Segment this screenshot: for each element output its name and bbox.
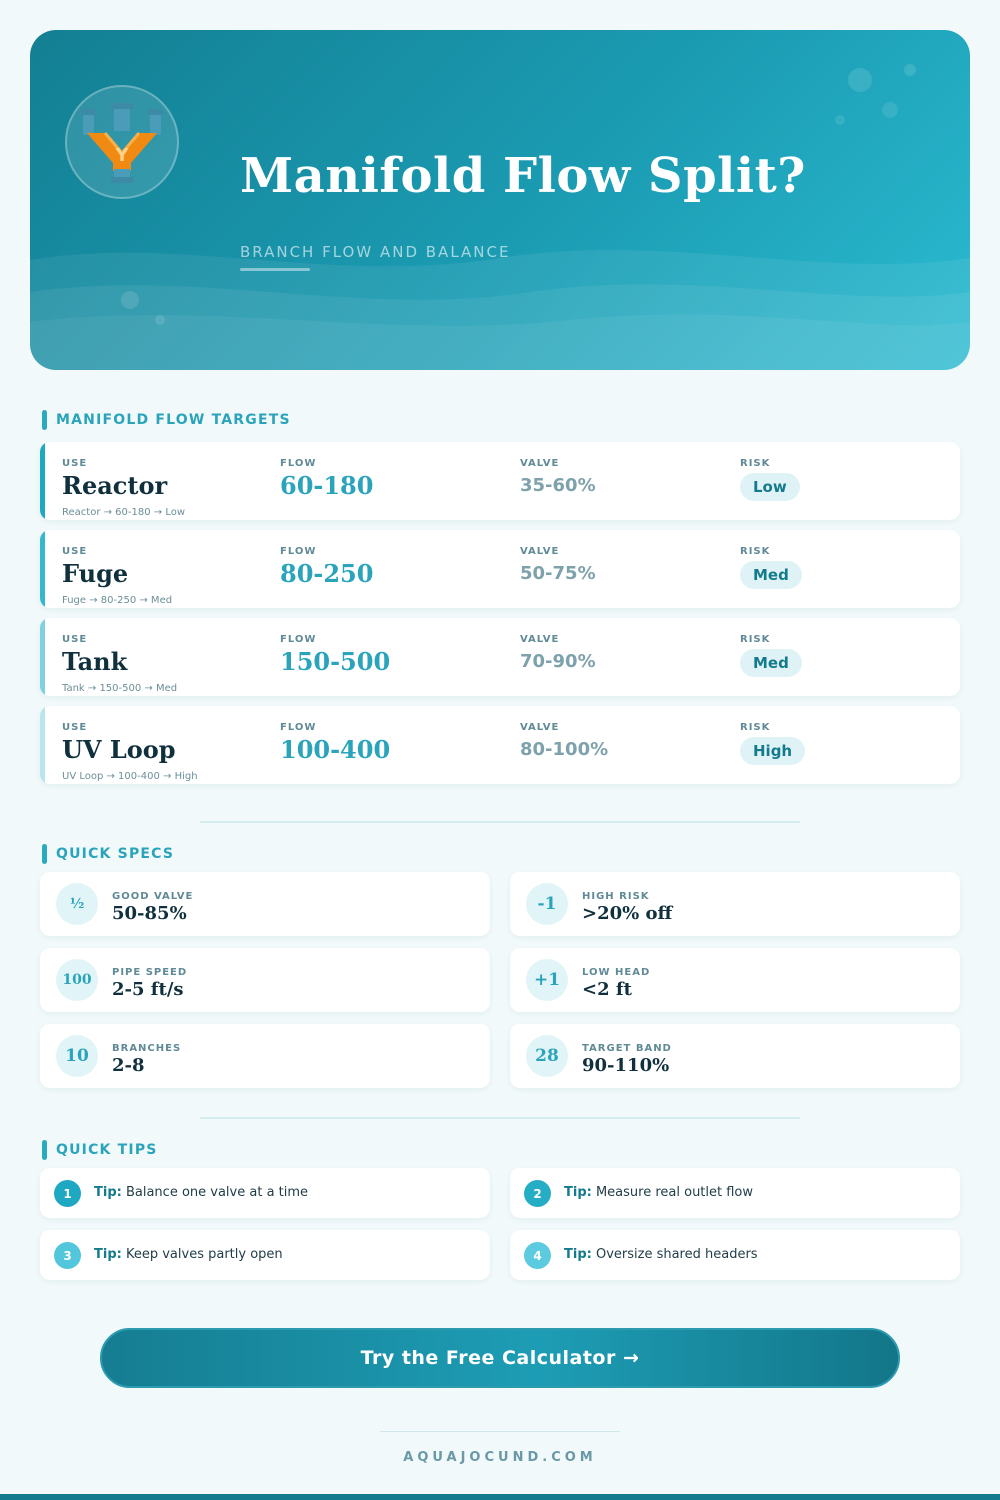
risk-badge: Low xyxy=(740,473,800,501)
subtitle-underline xyxy=(240,268,310,271)
valve-label: VALVE xyxy=(520,546,560,557)
flow-label: FLOW xyxy=(280,546,317,557)
row-accent xyxy=(40,442,45,520)
risk-label: RISK xyxy=(740,546,771,557)
risk-label: RISK xyxy=(740,634,771,645)
risk-label: RISK xyxy=(740,458,771,469)
flow-value: 60-180 xyxy=(280,471,374,500)
tip-card xyxy=(40,1168,490,1218)
flow-label: FLOW xyxy=(280,458,317,469)
row-summary: Fuge → 80-250 → Med xyxy=(62,595,173,606)
flow-target-row xyxy=(40,442,960,520)
row-summary: Tank → 150-500 → Med xyxy=(62,683,178,694)
spec-label: HIGH RISK xyxy=(582,891,650,902)
spec-label: PIPE SPEED xyxy=(112,967,188,978)
section-heading-text: QUICK TIPS xyxy=(56,1142,158,1158)
valve-value: 50-75% xyxy=(520,563,596,584)
specs-section-heading xyxy=(42,844,174,864)
row-accent xyxy=(40,706,45,784)
risk-badge: High xyxy=(740,737,805,765)
row-summary: Reactor → 60-180 → Low xyxy=(62,507,186,518)
spec-value: <2 ft xyxy=(582,979,632,1000)
spec-value: >20% off xyxy=(582,903,673,924)
spec-card xyxy=(40,1024,490,1088)
flow-value: 100-400 xyxy=(280,735,391,764)
tip-card xyxy=(40,1230,490,1280)
tip-prefix: Tip: xyxy=(564,1185,592,1200)
tip-card xyxy=(510,1230,960,1280)
flow-target-row xyxy=(40,530,960,608)
use-value: Tank xyxy=(62,647,128,676)
section-divider xyxy=(200,1117,800,1119)
svg-text:Y: Y xyxy=(115,145,129,166)
use-label: USE xyxy=(62,722,88,733)
valve-value: 35-60% xyxy=(520,475,596,496)
hero-banner xyxy=(30,30,970,370)
tip-number: 4 xyxy=(524,1242,551,1269)
tip-number: 1 xyxy=(54,1180,81,1207)
spec-card xyxy=(510,872,960,936)
tip-text xyxy=(564,1185,753,1200)
section-accent-bar xyxy=(42,1140,47,1160)
tips-section-heading xyxy=(42,1140,158,1160)
tip-number: 3 xyxy=(54,1242,81,1269)
spec-card xyxy=(40,872,490,936)
spec-card xyxy=(40,948,490,1012)
section-heading-text: MANIFOLD FLOW TARGETS xyxy=(56,412,291,428)
tip-body: Balance one valve at a time xyxy=(125,1185,309,1200)
tip-text xyxy=(94,1185,308,1200)
section-accent-bar xyxy=(42,844,47,864)
targets-section-heading xyxy=(42,410,291,430)
page-subtitle: BRANCH FLOW AND BALANCE xyxy=(240,243,511,261)
valve-label: VALVE xyxy=(520,722,560,733)
valve-label: VALVE xyxy=(520,634,560,645)
free-calculator-button[interactable]: Try the Free Calculator → xyxy=(100,1328,900,1388)
section-accent-bar xyxy=(42,410,47,430)
valve-label: VALVE xyxy=(520,458,560,469)
use-label: USE xyxy=(62,546,88,557)
flow-value: 150-500 xyxy=(280,647,391,676)
valve-value: 70-90% xyxy=(520,651,596,672)
footer-brand-link[interactable]: AQUAJOCUND.COM xyxy=(403,1450,597,1465)
flow-label: FLOW xyxy=(280,722,317,733)
flow-label: FLOW xyxy=(280,634,317,645)
spec-card xyxy=(510,1024,960,1088)
spec-badge: ½ xyxy=(56,883,98,925)
tip-prefix: Tip: xyxy=(94,1247,122,1262)
use-value: Fuge xyxy=(62,559,129,588)
spec-card xyxy=(510,948,960,1012)
risk-label: RISK xyxy=(740,722,771,733)
spec-badge: 28 xyxy=(526,1035,568,1077)
spec-label: BRANCHES xyxy=(112,1043,182,1054)
footer-divider xyxy=(380,1431,620,1432)
use-value: Reactor xyxy=(62,471,168,500)
tip-text xyxy=(564,1247,758,1262)
use-label: USE xyxy=(62,458,88,469)
tip-card xyxy=(510,1168,960,1218)
tip-prefix: Tip: xyxy=(94,1185,122,1200)
section-divider xyxy=(200,821,800,823)
tip-body: Measure real outlet flow xyxy=(595,1185,754,1200)
flow-value: 80-250 xyxy=(280,559,374,588)
row-accent xyxy=(40,530,45,608)
section-heading-text: QUICK SPECS xyxy=(56,846,175,862)
tip-number: 2 xyxy=(524,1180,551,1207)
row-accent xyxy=(40,618,45,696)
tip-body: Keep valves partly open xyxy=(125,1247,283,1262)
risk-badge: Med xyxy=(740,561,802,589)
risk-badge: Med xyxy=(740,649,802,677)
spec-badge: 10 xyxy=(56,1035,98,1077)
spec-value: 2-8 xyxy=(112,1055,145,1076)
spec-value: 50-85% xyxy=(112,903,187,924)
spec-label: TARGET BAND xyxy=(582,1043,672,1054)
spec-label: LOW HEAD xyxy=(582,967,651,978)
use-value: UV Loop xyxy=(62,735,176,764)
valve-value: 80-100% xyxy=(520,739,609,760)
page-title: Manifold Flow Split? xyxy=(240,148,806,204)
bottom-accent-bar xyxy=(0,1494,1000,1500)
spec-badge: 100 xyxy=(56,959,98,1001)
pipe-manifold-icon xyxy=(65,85,179,199)
spec-value: 2-5 ft/s xyxy=(112,979,184,1000)
row-summary: UV Loop → 100-400 → High xyxy=(62,771,198,782)
flow-target-row xyxy=(40,706,960,784)
tip-body: Oversize shared headers xyxy=(595,1247,758,1262)
flow-target-row xyxy=(40,618,960,696)
spec-value: 90-110% xyxy=(582,1055,670,1076)
use-label: USE xyxy=(62,634,88,645)
spec-badge: -1 xyxy=(526,883,568,925)
tip-text xyxy=(94,1247,283,1262)
spec-badge: +1 xyxy=(526,959,568,1001)
tip-prefix: Tip: xyxy=(564,1247,592,1262)
spec-label: GOOD VALVE xyxy=(112,891,194,902)
